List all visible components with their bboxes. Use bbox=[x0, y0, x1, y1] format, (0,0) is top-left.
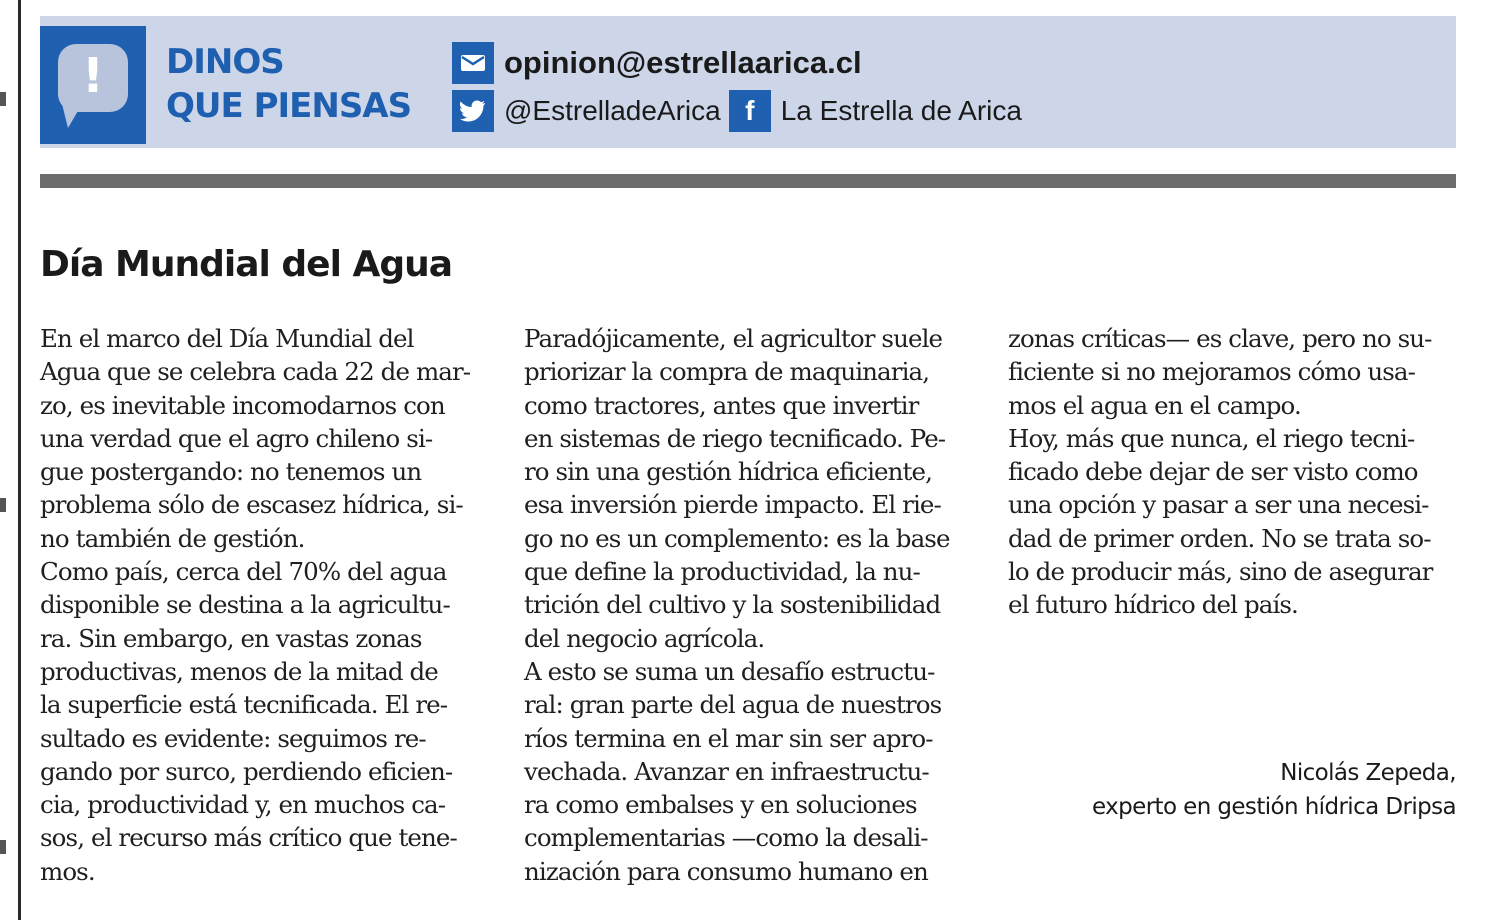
article-line: complementarias —como la desali- bbox=[524, 823, 928, 853]
article-line: zo, es inevitable incomodarnos con bbox=[40, 390, 445, 420]
article-line: esa inversión pierde impacto. El rie- bbox=[524, 490, 941, 520]
twitter-icon[interactable] bbox=[452, 90, 494, 132]
article-line: ficado debe dejar de ser visto como bbox=[1008, 457, 1418, 487]
article-line: mos el agua en el campo. bbox=[1008, 390, 1301, 420]
article-line: una opción y pasar a ser una necesi- bbox=[1008, 490, 1429, 520]
article-title: Día Mundial del Agua bbox=[40, 244, 453, 285]
author-role: experto en gestión hídrica Dripsa bbox=[1091, 794, 1456, 820]
envelope-icon bbox=[452, 42, 494, 84]
article-column-2 bbox=[524, 322, 950, 888]
facebook-page[interactable]: La Estrella de Arica bbox=[780, 95, 1022, 126]
article-line: Hoy, más que nunca, el riego tecni- bbox=[1008, 423, 1415, 453]
article-column-3 bbox=[1008, 322, 1432, 622]
margin-mark bbox=[0, 92, 6, 106]
article-line: ra. Sin embargo, en vastas zonas bbox=[40, 623, 422, 653]
twitter-handle[interactable]: @EstrelladeArica bbox=[504, 95, 721, 126]
article-line: como tractores, antes que invertir bbox=[524, 390, 919, 420]
article-line: vechada. Avanzar en infraestructu- bbox=[524, 756, 929, 786]
article-line: zonas críticas— es clave, pero no su- bbox=[1008, 324, 1432, 353]
article-line: no también de gestión. bbox=[40, 523, 305, 553]
article-line: disponible se destina a la agricultu- bbox=[40, 590, 450, 620]
article-line: que define la productividad, la nu- bbox=[524, 557, 920, 587]
article-line: mos. bbox=[40, 856, 95, 886]
article-line: en sistemas de riego tecnificado. Pe- bbox=[524, 423, 946, 453]
section-divider bbox=[40, 174, 1456, 188]
article-line: gando por surco, perdiendo eficien- bbox=[40, 756, 453, 786]
email-contact[interactable] bbox=[452, 42, 862, 84]
article-line: la superficie está tecnificada. El re- bbox=[40, 690, 448, 720]
margin-mark bbox=[0, 498, 6, 512]
article-line: el futuro hídrico del país. bbox=[1008, 590, 1298, 620]
article-line: priorizar la compra de maquinaria, bbox=[524, 357, 930, 387]
article-line: gue postergando: no tenemos un bbox=[40, 457, 422, 487]
article-line: ficiente si no mejoramos cómo usa- bbox=[1008, 357, 1416, 387]
article-line: cia, productividad y, en muchos ca- bbox=[40, 790, 446, 820]
article-line: Paradójicamente, el agricultor suele bbox=[524, 324, 943, 353]
article-line: Como país, cerca del 70% del agua bbox=[40, 557, 447, 587]
section-title: DINOS QUE PIENSAS bbox=[166, 42, 412, 126]
social-contacts bbox=[452, 90, 1022, 132]
article-line: trición del cultivo y la sostenibilidad bbox=[524, 590, 941, 620]
article-line: lo de producir más, sino de asegurar bbox=[1008, 557, 1433, 587]
author-name: Nicolás Zepeda, bbox=[1280, 760, 1456, 786]
article-line: ríos termina en el mar sin ser apro- bbox=[524, 723, 933, 753]
article-line: sultado es evidente: seguimos re- bbox=[40, 723, 426, 753]
article-line: go no es un complemento: es la base bbox=[524, 523, 950, 553]
article-line: productivas, menos de la mitad de bbox=[40, 656, 438, 686]
opinion-badge bbox=[40, 26, 146, 144]
exclamation-icon: ! bbox=[82, 48, 104, 104]
article-line: problema sólo de escasez hídrica, si- bbox=[40, 490, 463, 520]
article-line: una verdad que el agro chileno si- bbox=[40, 423, 433, 453]
facebook-icon[interactable]: f bbox=[729, 90, 771, 132]
article-line: ro sin una gestión hídrica eficiente, bbox=[524, 457, 932, 487]
email-link[interactable]: opinion@estrellaarica.cl bbox=[504, 45, 862, 80]
article-line: dad de primer orden. No se trata so- bbox=[1008, 523, 1431, 553]
byline bbox=[1092, 756, 1456, 824]
article-line: Agua que se celebra cada 22 de mar- bbox=[40, 357, 471, 387]
article-line: ral: gran parte del agua de nuestros bbox=[524, 690, 942, 720]
article-line: nización para consumo humano en bbox=[524, 856, 928, 886]
article-line: del negocio agrícola. bbox=[524, 623, 765, 653]
article-column-1 bbox=[40, 322, 470, 888]
article-line: A esto se suma un desafío estructu- bbox=[524, 656, 935, 686]
article-line: ra como embalses y en soluciones bbox=[524, 790, 917, 820]
page-left-rule bbox=[18, 0, 21, 920]
margin-mark bbox=[0, 840, 6, 854]
article-line: En el marco del Día Mundial del bbox=[40, 324, 414, 353]
article-line: sos, el recurso más crítico que tene- bbox=[40, 823, 457, 853]
